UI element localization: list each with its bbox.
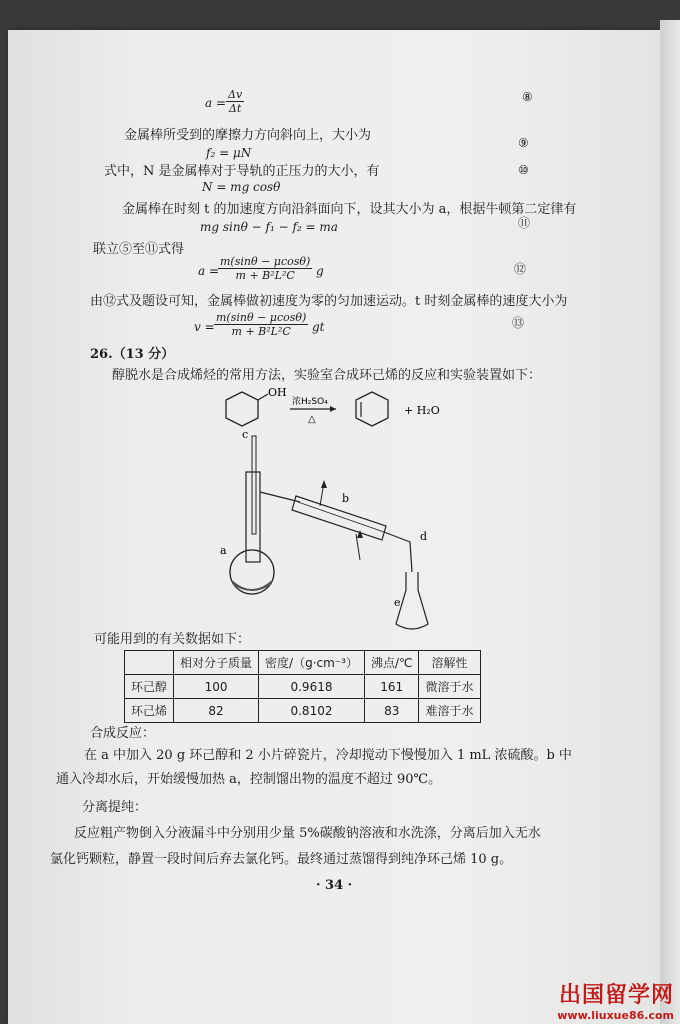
table-header: 溶解性 — [419, 651, 480, 675]
table-cell: 难溶于水 — [419, 699, 480, 723]
label-c: c — [242, 428, 249, 441]
separation-line2: 氯化钙颗粒，静置一段时间后弃去氯化钙。最终通过蒸馏得到纯净环己烯 10 g。 — [50, 852, 513, 867]
table-header: 相对分子质量 — [174, 651, 259, 675]
water-outlet-arrow — [321, 480, 327, 488]
label-d: d — [420, 530, 428, 543]
table-cell: 环己醇 — [125, 675, 174, 699]
distilling-head — [246, 472, 260, 562]
label-a: a — [220, 544, 227, 557]
properties-table — [124, 650, 481, 723]
side-arm — [260, 492, 300, 502]
table-header — [125, 651, 174, 675]
eq13-lhs: v = — [194, 320, 215, 334]
synthesis-line2: 通入冷却水后，开始缓慢加热 a，控制馏出物的温度不超过 90℃。 — [56, 772, 442, 787]
thermometer — [252, 436, 256, 534]
table-cell: 100 — [174, 675, 259, 699]
eq12-number: ⑫ — [514, 262, 527, 276]
condenser-inner — [298, 502, 384, 532]
label-e: e — [394, 596, 401, 609]
receiving-flask — [396, 572, 428, 629]
water-label: + H₂O — [404, 404, 440, 417]
eq8-fraction — [226, 88, 244, 115]
table-cell: 161 — [364, 675, 419, 699]
friction-intro: 金属棒所受到的摩擦力方向斜向上，大小为 — [124, 128, 372, 143]
oh-bond — [258, 394, 268, 400]
table-header: 沸点/℃ — [364, 651, 419, 675]
separation-title: 分离提纯： — [82, 800, 148, 815]
distillation-apparatus — [200, 422, 460, 644]
condenser — [292, 496, 386, 540]
water-inlet-arrow — [357, 530, 363, 538]
synthesis-title: 合成反应： — [90, 726, 156, 741]
eq12-denominator: m + B²L²C — [235, 269, 295, 282]
round-bottom-flask — [230, 550, 274, 594]
page-number: · 34 · — [316, 878, 353, 893]
table-cell: 微溶于水 — [419, 675, 480, 699]
eq11: mg sinθ − f₁ − f₂ = ma — [200, 220, 338, 234]
table-intro: 可能用到的有关数据如下： — [94, 632, 251, 647]
eq10-number: ⑩ — [518, 163, 529, 177]
table-cell: 0.9618 — [259, 675, 365, 699]
reagent-label: 浓H₂SO₄ — [292, 397, 328, 407]
next-page-edge — [660, 20, 680, 1024]
table-cell: 环己烯 — [125, 699, 174, 723]
eq13-denominator: m + B²L²C — [231, 325, 291, 338]
cyclohexanol-ring — [226, 392, 258, 426]
label-b: b — [342, 492, 350, 505]
adapter — [384, 532, 412, 572]
normal-intro: 式中，N 是金属棒对于导轨的正压力的大小，有 — [104, 164, 380, 179]
table-header: 密度/（g·cm⁻³） — [259, 651, 365, 675]
eq12-numerator: m(sinθ − μcosθ) — [220, 255, 311, 268]
oh-label: OH — [268, 386, 287, 399]
eq13-tail: gt — [312, 320, 325, 334]
eq13-number: ⑬ — [512, 316, 525, 330]
table-cell: 83 — [364, 699, 419, 723]
eq8-numerator: Δv — [228, 88, 243, 101]
eq9-number: ⑨ — [518, 136, 529, 150]
eq9: f₂ = μN — [206, 146, 252, 160]
combine-text: 联立⑤至⑪式得 — [93, 242, 185, 257]
table-cell: 82 — [174, 699, 259, 723]
watermark — [557, 978, 674, 1022]
table-row — [125, 699, 481, 723]
watermark-title: 出国留学网 — [558, 983, 674, 1008]
eq13-fraction — [214, 311, 308, 338]
eq12-fraction — [218, 255, 312, 282]
reaction-arrowhead — [330, 406, 336, 412]
table-cell: 0.8102 — [259, 699, 365, 723]
q26-intro: 醇脱水是合成烯烃的常用方法，实验室合成环己烯的反应和实验装置如下： — [112, 368, 542, 383]
watermark-url[interactable]: www.liuxue86.com — [557, 1009, 674, 1022]
conclusion-text: 由⑫式及题设可知，金属棒做初速度为零的匀加速运动。t 时刻金属棒的速度大小为 — [90, 294, 568, 309]
eq10: N = mg cosθ — [202, 180, 281, 194]
eq13-numerator: m(sinθ − μcosθ) — [216, 311, 307, 324]
eq11-number: ⑪ — [518, 216, 531, 230]
eq8-lhs: a = — [205, 96, 227, 110]
table-header-row — [125, 651, 481, 675]
eq8-denominator: Δt — [228, 102, 242, 115]
table-row — [125, 675, 481, 699]
synthesis-line1: 在 a 中加入 20 g 环己醇和 2 小片碎瓷片，冷却搅动下慢慢加入 1 mL 浓硫酸。b 中 — [84, 748, 572, 763]
newton-intro: 金属棒在时刻 t 的加速度方向沿斜面向下，设其大小为 a，根据牛顿第二定律有 — [122, 202, 577, 217]
heat-label: △ — [308, 414, 316, 425]
eq12-lhs: a = — [198, 264, 220, 278]
eq8-number: ⑧ — [522, 90, 533, 104]
q26-header: 26.（13 分） — [90, 347, 175, 362]
eq12-tail: g — [316, 264, 324, 278]
separation-line1: 反应粗产物倒入分液漏斗中分别用少量 5%碳酸钠溶液和水洗涤，分离后加入无水 — [74, 826, 541, 841]
